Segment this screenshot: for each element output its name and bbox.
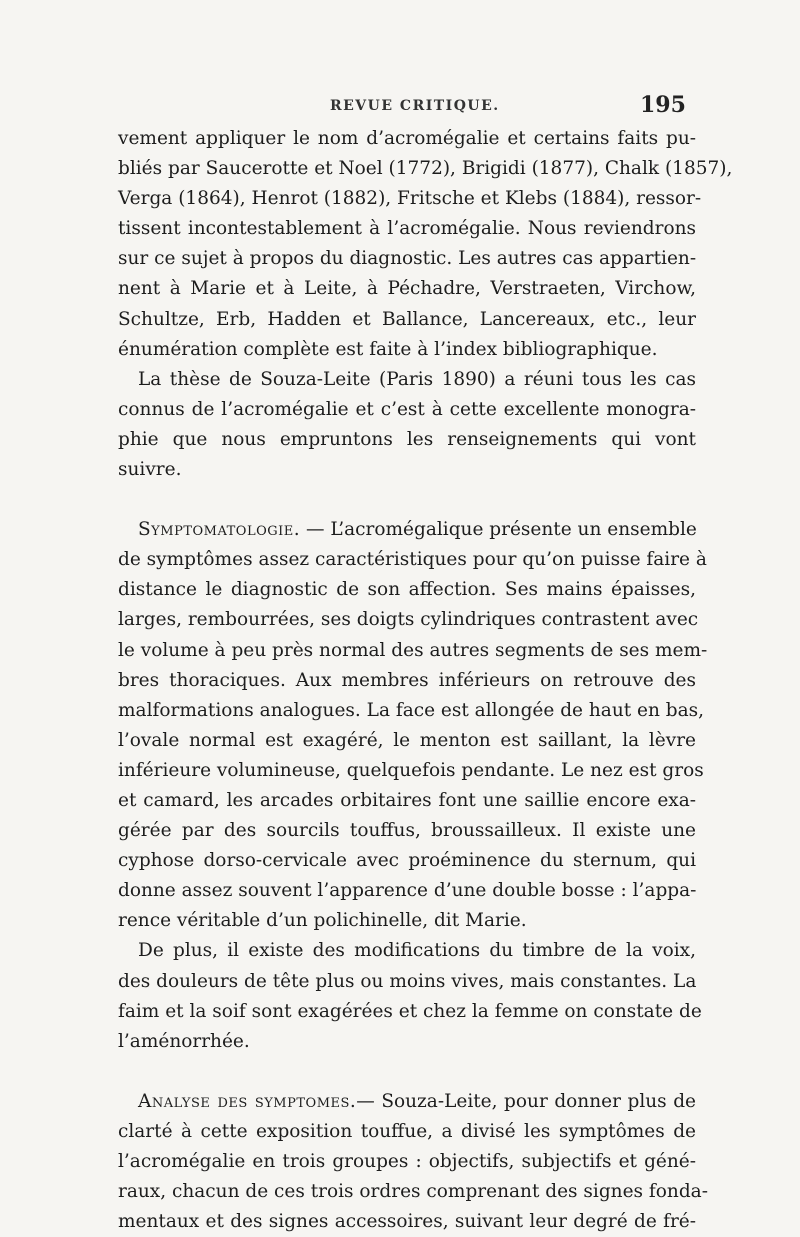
text-line: bres thoraciques. Aux membres inférieurs on retrouve des bbox=[118, 669, 696, 691]
text-line: mentaux et des signes accessoires, suivant leur degré de fré- bbox=[118, 1211, 696, 1233]
text-line: inférieure volumineuse, quelquefois pendante. Le nez est gros bbox=[118, 759, 704, 781]
text-line: Verga (1864), Henrot (1882), Fritsche et Klebs (1884), ressor- bbox=[118, 188, 702, 210]
text-line: l’ovale normal est exagéré, le menton est saillant, la lèvre bbox=[118, 729, 696, 751]
text-line: malformations analogues. La face est allongée de haut en bas, bbox=[118, 699, 705, 721]
text-line: sur ce sujet à propos du diagnostic. Les autres cas appartien- bbox=[118, 248, 697, 270]
text-line: connus de l’acromégalie et c’est à cette excellente monogra- bbox=[118, 398, 696, 420]
running-head bbox=[0, 92, 800, 122]
heading-line-text: — Souza-Leite, pour donner plus de bbox=[356, 1090, 696, 1112]
heading-line-text: — L’acromégalique présente un ensemble bbox=[306, 519, 697, 541]
section-heading-line bbox=[118, 515, 696, 545]
running-title: REVUE CRITIQUE. bbox=[330, 98, 500, 114]
section-heading-symptomatologie: Symptomatologie. bbox=[138, 519, 301, 541]
text-line: Schultze, Erb, Hadden et Ballance, Lancereaux, etc., leur bbox=[118, 308, 696, 330]
text-line: rence véritable d’un polichinelle, dit Marie. bbox=[118, 910, 527, 932]
text-line: de symptômes assez caractéristiques pour qu’on puisse faire à bbox=[118, 549, 707, 571]
text-line: bliés par Saucerotte et Noel (1772), Brigidi (1877), Chalk (1857), bbox=[118, 158, 733, 180]
page-number: 195 bbox=[640, 92, 686, 118]
text-line: cyphose dorso-cervicale avec proéminence du sternum, qui bbox=[118, 850, 696, 872]
text-line: De plus, il existe des modifications du timbre de la voix, bbox=[138, 940, 696, 962]
text-line: tissent incontestablement à l’acromégalie. Nous reviendrons bbox=[118, 218, 696, 240]
text-line: énumération complète est faite à l’index bibliographique. bbox=[118, 338, 658, 360]
text-line: distance le diagnostic de son affection. Ses mains épaisses, bbox=[118, 579, 696, 601]
text-line: clarté à cette exposition touffue, a divisé les symptômes de bbox=[118, 1120, 696, 1142]
section-heading-analyse: Analyse des symptomes. bbox=[138, 1090, 357, 1112]
text-block bbox=[118, 124, 733, 1237]
text-line: l’acromégalie en trois groupes : objectifs, subjectifs et géné- bbox=[118, 1151, 696, 1172]
section-heading-line bbox=[118, 1087, 696, 1117]
text-line: larges, rembourrées, ses doigts cylindriques contrastent avec bbox=[118, 609, 699, 631]
text-line: gérée par des sourcils touffus, broussailleux. Il existe une bbox=[118, 820, 696, 842]
text-line: phie que nous empruntons les renseignements qui vont bbox=[118, 428, 696, 450]
text-line: nent à Marie et à Leite, à Péchadre, Verstraeten, Virchow, bbox=[118, 278, 696, 300]
text-line: La thèse de Souza-Leite (Paris 1890) a réuni tous les cas bbox=[138, 368, 696, 390]
text-line: donne assez souvent l’apparence d’une double bosse : l’appa- bbox=[118, 880, 697, 902]
text-line: l’aménorrhée. bbox=[118, 1030, 250, 1052]
text-line: suivre. bbox=[118, 459, 182, 481]
text-line: et camard, les arcades orbitaires font une saillie encore exa- bbox=[118, 789, 696, 811]
text-line: vement appliquer le nom d’acromégalie et certains faits pu- bbox=[118, 128, 696, 149]
text-line: raux, chacun de ces trois ordres comprenant des signes fonda- bbox=[118, 1181, 708, 1203]
text-line: des douleurs de tête plus ou moins vives, mais constantes. La bbox=[118, 970, 697, 992]
text-line: faim et la soif sont exagérées et chez la femme on constate de bbox=[118, 1000, 702, 1022]
text-line: le volume à peu près normal des autres segments de ses mem- bbox=[118, 639, 708, 661]
